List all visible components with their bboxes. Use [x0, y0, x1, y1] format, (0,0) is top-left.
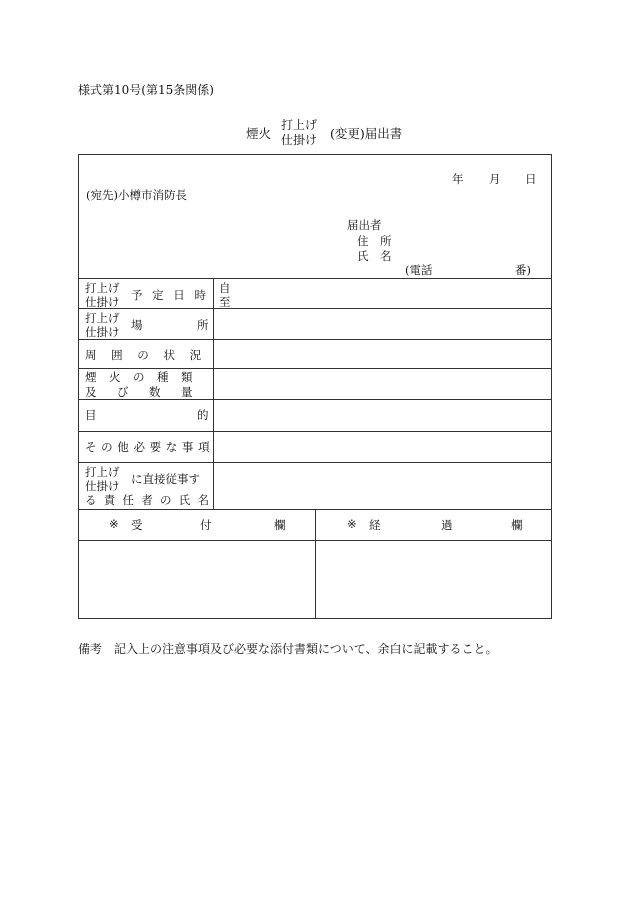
surroundings-label: 周 囲 の 状 況: [85, 348, 207, 362]
progress-char-3: 欄: [511, 518, 523, 532]
schedule-to-label: 至: [219, 295, 231, 309]
schedule-label: 予 定 日 時: [131, 288, 209, 302]
title-stack-top: 打上げ: [281, 118, 318, 132]
responsible-type-top: 打上げ: [85, 465, 120, 479]
remarks-note: 備考 記入上の注意事項及び必要な添付書類について、余白に記載すること。: [78, 642, 498, 656]
name-label: 氏 名: [357, 249, 392, 263]
title-prefix: 煙火: [246, 126, 272, 141]
form-number: 様式第10号(第15条関係): [78, 83, 214, 97]
reception-char-1: 受: [131, 518, 143, 532]
addressee: (宛先)小樽市消防長: [86, 188, 187, 202]
title-suffix: (変更)届出書: [330, 126, 403, 141]
progress-char-2: 過: [441, 518, 453, 532]
phone-close-label: 番): [515, 263, 531, 277]
kind-label-line2: 及 び 数 量: [85, 385, 197, 399]
schedule-type-top: 打上げ: [85, 281, 120, 295]
other-label: そ の 他 必 要 な 事 項: [85, 440, 211, 454]
responsible-label-line2: る 責 任 者 の 氏 名: [85, 493, 211, 507]
reception-mark: ※: [109, 517, 119, 531]
date-month-label: 月: [489, 172, 501, 186]
notification-form: [78, 154, 552, 619]
progress-mark: ※: [347, 517, 357, 531]
progress-char-1: 経: [369, 518, 381, 532]
place-type-top: 打上げ: [85, 311, 120, 325]
title-stack-bottom: 仕掛け: [281, 133, 318, 147]
place-label-a: 場: [131, 318, 143, 332]
date-day-label: 日: [525, 172, 537, 186]
reception-char-2: 付: [200, 518, 212, 532]
schedule-type-bottom: 仕掛け: [85, 295, 120, 309]
place-type-bottom: 仕掛け: [85, 325, 120, 339]
responsible-type-bottom: 仕掛け: [85, 479, 120, 493]
schedule-from-label: 自: [219, 281, 231, 295]
phone-open-label: (電話: [405, 263, 433, 277]
purpose-label-a: 目: [85, 408, 97, 422]
kind-label-line1: 煙 火 の 種 類: [85, 370, 193, 384]
date-year-label: 年: [452, 172, 464, 186]
responsible-label-right: に直接従事す: [131, 472, 200, 486]
address-label: 住 所: [357, 234, 392, 248]
notifier-label: 届出者: [347, 218, 382, 232]
purpose-label-b: 的: [197, 408, 209, 422]
place-label-b: 所: [197, 318, 209, 332]
reception-char-3: 欄: [274, 518, 286, 532]
